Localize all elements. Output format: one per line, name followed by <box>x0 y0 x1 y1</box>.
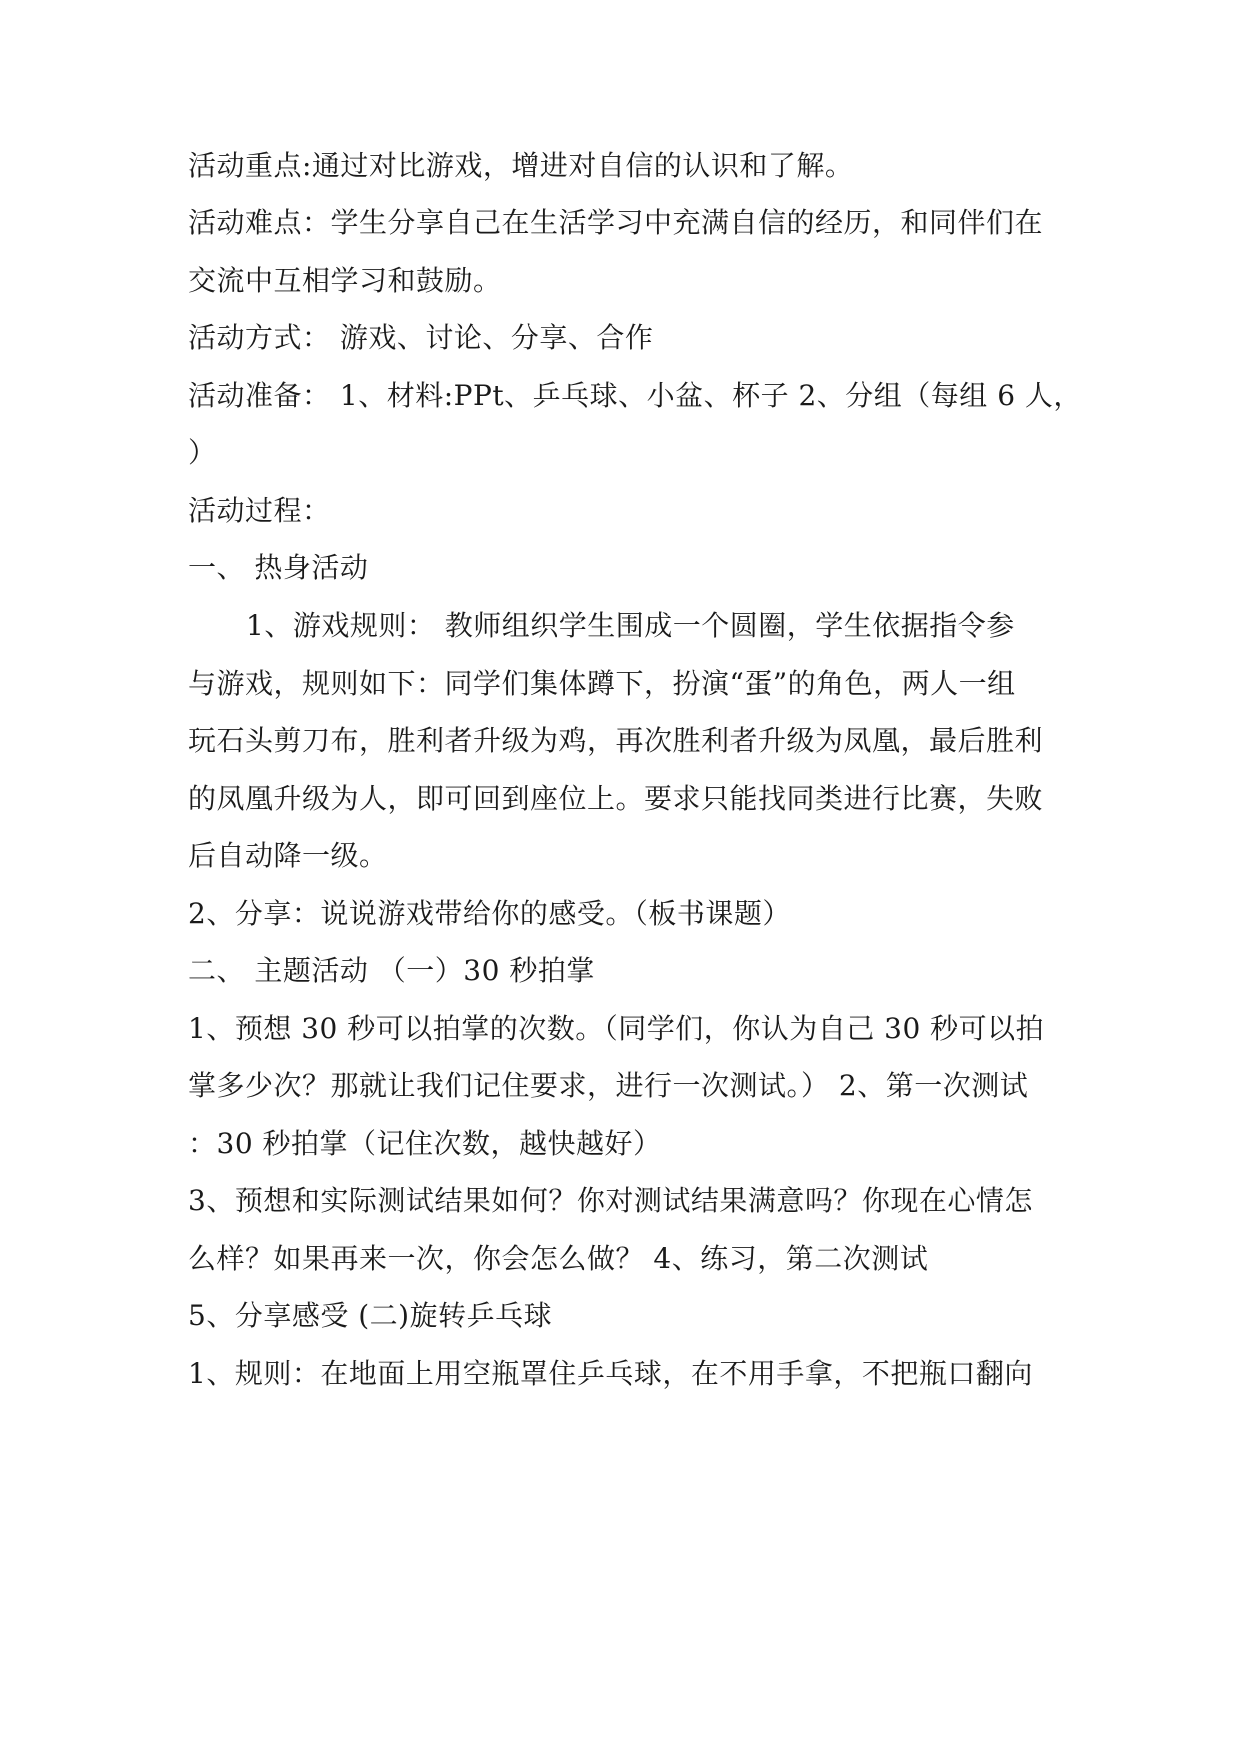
process-heading: 活动过程： <box>188 494 331 527</box>
reflection-line: 3、预想和实际测试结果如何？你对测试结果满意吗？你现在心情怎 <box>188 1184 1033 1217</box>
clap-test-line: ：30 秒拍掌（记住次数，越快越好） <box>188 1127 662 1160</box>
pingpong-rules-line: 1、规则：在地面上用空瓶罩住乒乓球，在不用手拿，不把瓶口翻向 <box>188 1357 1033 1390</box>
game-rules-line-5: 后自动降一级。 <box>188 839 388 872</box>
share-line: 2、分享：说说游戏带给你的感受。（板书课题） <box>188 897 791 930</box>
preparation-line-cont: ） <box>188 436 217 469</box>
game-rules-line-2: 与游戏，规则如下：同学们集体蹲下，扮演“蛋”的角色，两人一组 <box>188 667 1016 700</box>
focus-line: 活动重点:通过对比游戏，增进对自信的认识和了解。 <box>188 149 854 182</box>
clap-predict-line: 1、预想 30 秒可以拍掌的次数。（同学们，你认为自己 30 秒可以拍 <box>188 1012 1045 1045</box>
difficulty-line-cont: 交流中互相学习和鼓励。 <box>188 264 502 297</box>
reflection-line-2: 么样？如果再来一次，你会怎么做？ 4、练习，第二次测试 <box>188 1242 929 1275</box>
preparation-line: 活动准备： 1、材料:PPt、乒乓球、小盆、杯子 2、分组（每组 6 人， <box>188 379 1082 412</box>
game-rules-line: 1、游戏规则： 教师组织学生围成一个圆圈，学生依据指令参 <box>246 609 1015 642</box>
difficulty-line: 活动难点：学生分享自己在生活学习中充满自信的经历，和同伴们在 <box>188 206 1044 239</box>
method-line: 活动方式： 游戏、讨论、分享、合作 <box>188 321 654 354</box>
section-two-heading: 二、 主题活动 （一）30 秒拍掌 <box>188 954 595 987</box>
game-rules-line-4: 的凤凰升级为人，即可回到座位上。要求只能找同类进行比赛，失败 <box>188 782 1044 815</box>
clap-predict-line-2: 掌多少次？那就让我们记住要求，进行一次测试。） 2、第一次测试 <box>188 1069 1029 1102</box>
game-rules-line-3: 玩石头剪刀布，胜利者升级为鸡，再次胜利者升级为凤凰，最后胜利 <box>188 724 1044 757</box>
share-feelings-line: 5、分享感受 (二)旋转乒乓球 <box>188 1299 553 1332</box>
section-one-heading: 一、 热身活动 <box>188 551 369 584</box>
